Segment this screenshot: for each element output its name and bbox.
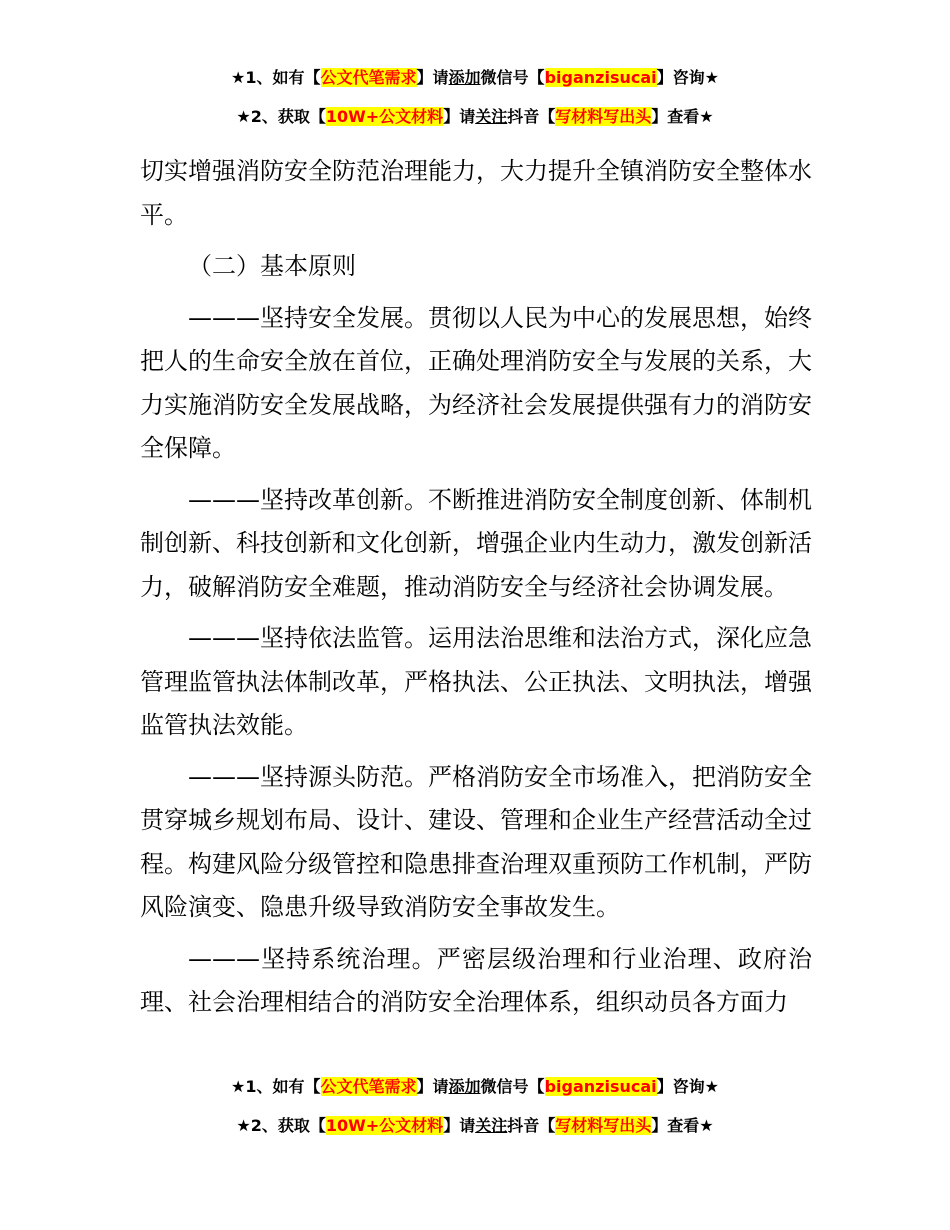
banner-highlight: 写材料写出头: [555, 107, 652, 126]
banner-highlight: 10W+公文材料: [325, 1116, 444, 1135]
footer-banner-line-1: [0, 1077, 950, 1097]
banner-text: 】请: [443, 107, 476, 126]
banner-text: 】查看★: [651, 1116, 714, 1135]
banner-underline: 关注: [475, 1116, 508, 1135]
banner-highlight: biganzisucai: [544, 1077, 657, 1096]
footer-banner-line-2: [0, 1116, 950, 1136]
banner-underline: 添加: [448, 68, 481, 87]
document-body: [140, 150, 812, 1033]
paragraph-principle-law: ———坚持依法监管。运用法治思维和法治方式，深化应急管理监管执法体制改革，严格执法、公正执法、文明执法，增强监管执法效能。: [140, 624, 812, 739]
banner-text: 微信号【: [480, 1077, 545, 1096]
banner-highlight: 10W+公文材料: [325, 107, 444, 126]
banner-text: 抖音【: [507, 107, 556, 126]
banner-highlight: 写材料写出头: [555, 1116, 652, 1135]
banner-underline: 添加: [448, 1077, 481, 1096]
banner-text: 】请: [416, 68, 449, 87]
banner-text: ★2、获取【: [236, 1116, 326, 1135]
paragraph-principle-source: ———坚持源头防范。严格消防安全市场准入，把消防安全贯穿城乡规划布局、设计、建设、管理和企业生产经营活动全过程。构建风险分级管控和隐患排查治理双重预防工作机制，严防风险演变、隐患升级导致消防安全事故发生。: [140, 762, 812, 921]
header-banner-line-2: [0, 107, 950, 127]
header-banner-line-1: [0, 68, 950, 88]
banner-text: 】查看★: [651, 107, 714, 126]
section-heading: （二）基本原则: [188, 252, 356, 280]
banner-text: 】请: [443, 1116, 476, 1135]
paragraph-principle-innovation: ———坚持改革创新。不断推进消防安全制度创新、体制机制创新、科技创新和文化创新，增强企业内生动力，激发创新活力，破解消防安全难题，推动消防安全与经济社会协调发展。: [140, 485, 812, 601]
banner-text: 】咨询★: [656, 68, 719, 87]
paragraph-principle-safety: ———坚持安全发展。贯彻以人民为中心的发展思想，始终把人的生命安全放在首位，正确处理消防安全与发展的关系，大力实施消防安全发展战略，为经济社会发展提供强有力的消防安全保障。: [140, 303, 812, 462]
banner-text: ★1、如有【: [231, 1077, 321, 1096]
banner-text: 微信号【: [480, 68, 545, 87]
banner-underline: 关注: [475, 107, 508, 126]
banner-text: 】请: [416, 1077, 449, 1096]
banner-text: ★1、如有【: [231, 68, 321, 87]
banner-text: 抖音【: [507, 1116, 556, 1135]
banner-highlight: 公文代笔需求: [320, 1077, 417, 1096]
banner-text: ★2、获取【: [236, 107, 326, 126]
paragraph-continuation: 切实增强消防安全防范治理能力，大力提升全镇消防安全整体水平。: [140, 157, 812, 229]
paragraph-principle-system: ———坚持系统治理。严密层级治理和行业治理、政府治理、社会治理相结合的消防安全治理体系，组织动员各方面力: [140, 944, 812, 1016]
banner-highlight: biganzisucai: [544, 68, 657, 87]
banner-highlight: 公文代笔需求: [320, 68, 417, 87]
banner-text: 】咨询★: [656, 1077, 719, 1096]
